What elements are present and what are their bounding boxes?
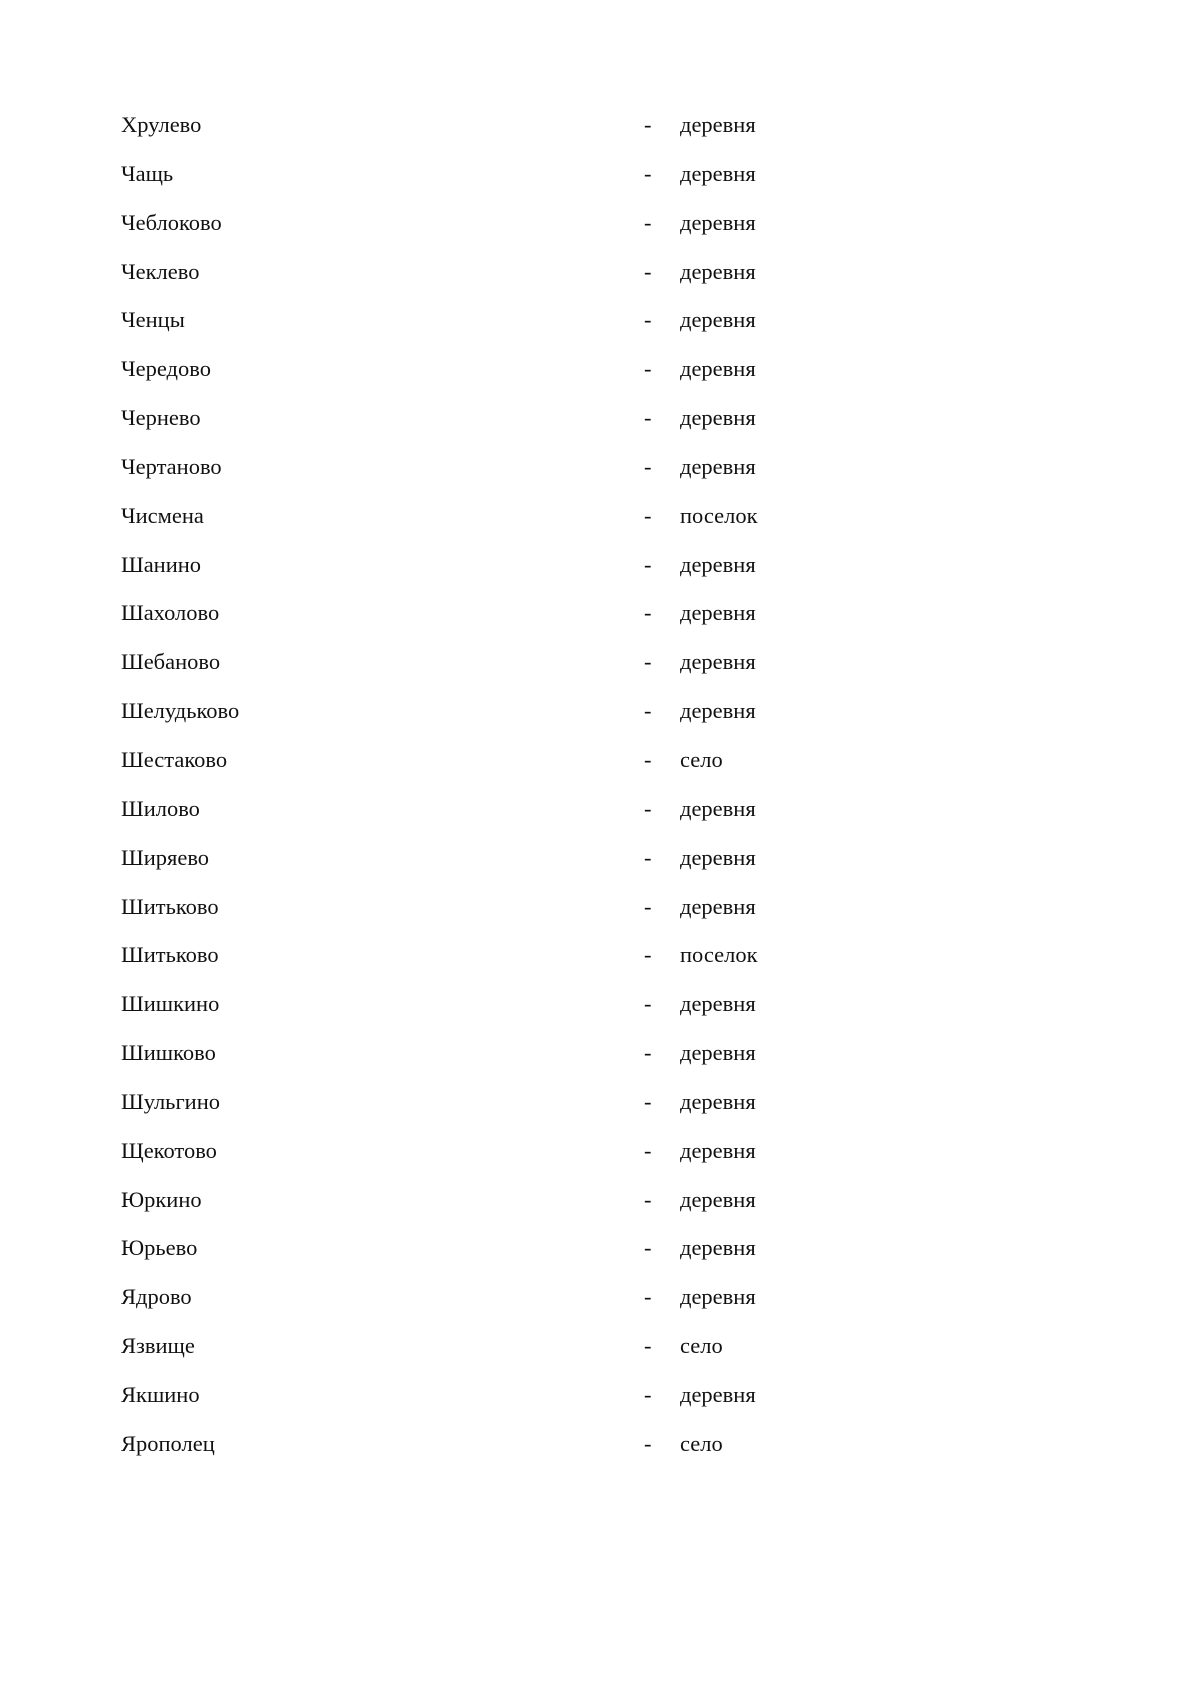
list-item (121, 647, 1021, 696)
list-item (121, 989, 1021, 1038)
settlement-type: деревня (680, 991, 756, 1017)
list-item (121, 696, 1021, 745)
separator-dash: - (644, 307, 652, 333)
list-item (121, 940, 1021, 989)
list-item (121, 208, 1021, 257)
settlement-type: деревня (680, 1235, 756, 1261)
settlement-name: Щекотово (121, 1137, 217, 1163)
settlement-type: деревня (680, 600, 756, 626)
settlement-name: Шишково (121, 1040, 216, 1066)
settlement-name: Юркино (121, 1186, 202, 1212)
settlement-type: поселок (680, 942, 758, 968)
settlement-name: Ширяево (121, 844, 210, 870)
separator-dash: - (644, 112, 652, 137)
settlement-name: Шилово (121, 795, 200, 821)
list-item (121, 1282, 1021, 1331)
separator-dash: - (644, 991, 652, 1017)
settlement-type: деревня (680, 893, 756, 919)
settlement-name: Юрьево (121, 1235, 198, 1261)
settlement-name: Чернево (121, 405, 201, 431)
list-item (121, 501, 1021, 550)
list-item (121, 745, 1021, 794)
settlement-name: Шебаново (121, 649, 221, 675)
settlement-name: Шитьково (121, 942, 219, 968)
settlement-name: Чисмена (121, 502, 204, 528)
settlement-type: деревня (680, 795, 756, 821)
list-item (121, 305, 1021, 354)
settlement-list (121, 110, 1021, 1478)
settlement-type: деревня (680, 307, 756, 333)
settlement-type: село (680, 1430, 723, 1456)
list-item (121, 159, 1021, 208)
list-item (121, 354, 1021, 403)
list-item (121, 1038, 1021, 1087)
settlement-type: деревня (680, 356, 756, 382)
list-item (121, 403, 1021, 452)
list-item (121, 1331, 1021, 1380)
separator-dash: - (644, 1430, 652, 1456)
separator-dash: - (644, 600, 652, 626)
separator-dash: - (644, 551, 652, 577)
settlement-type: деревня (680, 112, 756, 137)
settlement-name: Хрулево (121, 112, 202, 137)
separator-dash: - (644, 746, 652, 772)
settlement-name: Шитьково (121, 893, 219, 919)
settlement-type: деревня (680, 844, 756, 870)
separator-dash: - (644, 942, 652, 968)
list-item (121, 1087, 1021, 1136)
settlement-type: деревня (680, 258, 756, 284)
separator-dash: - (644, 405, 652, 431)
list-item (121, 257, 1021, 306)
settlement-type: деревня (680, 1040, 756, 1066)
separator-dash: - (644, 258, 652, 284)
settlement-name: Шульгино (121, 1088, 221, 1114)
list-item (121, 1185, 1021, 1234)
settlement-type: село (680, 746, 723, 772)
settlement-name: Чеблоково (121, 209, 222, 235)
separator-dash: - (644, 795, 652, 821)
settlement-type: деревня (680, 1186, 756, 1212)
separator-dash: - (644, 1088, 652, 1114)
list-item (121, 794, 1021, 843)
settlement-name: Чертаново (121, 453, 222, 479)
settlement-name: Якшино (121, 1381, 200, 1407)
settlement-name: Шишкино (121, 991, 220, 1017)
list-item (121, 1233, 1021, 1282)
settlement-type: деревня (680, 551, 756, 577)
settlement-type: село (680, 1333, 723, 1359)
settlement-name: Чащь (121, 160, 174, 186)
settlement-type: деревня (680, 1381, 756, 1407)
settlement-type: деревня (680, 698, 756, 724)
separator-dash: - (644, 453, 652, 479)
list-item (121, 1429, 1021, 1478)
settlement-type: деревня (680, 453, 756, 479)
separator-dash: - (644, 844, 652, 870)
settlement-type: деревня (680, 1284, 756, 1310)
separator-dash: - (644, 698, 652, 724)
list-item (121, 843, 1021, 892)
separator-dash: - (644, 1284, 652, 1310)
list-item (121, 452, 1021, 501)
settlement-name: Шахолово (121, 600, 220, 626)
separator-dash: - (644, 160, 652, 186)
separator-dash: - (644, 1235, 652, 1261)
settlement-type: деревня (680, 1137, 756, 1163)
settlement-name: Язвище (121, 1333, 195, 1359)
separator-dash: - (644, 1333, 652, 1359)
separator-dash: - (644, 649, 652, 675)
settlement-name: Шанино (121, 551, 202, 577)
list-item (121, 550, 1021, 599)
separator-dash: - (644, 893, 652, 919)
list-item (121, 1136, 1021, 1185)
separator-dash: - (644, 502, 652, 528)
settlement-name: Шелудьково (121, 698, 240, 724)
settlement-name: Чередово (121, 356, 211, 382)
separator-dash: - (644, 1137, 652, 1163)
list-item (121, 110, 1021, 159)
separator-dash: - (644, 209, 652, 235)
settlement-type: деревня (680, 1088, 756, 1114)
settlement-type: поселок (680, 502, 758, 528)
settlement-name: Ярополец (121, 1430, 215, 1456)
settlement-name: Ченцы (121, 307, 185, 333)
separator-dash: - (644, 1381, 652, 1407)
list-item (121, 892, 1021, 941)
settlement-name: Шестаково (121, 746, 228, 772)
settlement-name: Ядрово (121, 1284, 192, 1310)
settlement-type: деревня (680, 209, 756, 235)
settlement-name: Чеклево (121, 258, 200, 284)
settlement-type: деревня (680, 405, 756, 431)
separator-dash: - (644, 1040, 652, 1066)
separator-dash: - (644, 356, 652, 382)
settlement-type: деревня (680, 649, 756, 675)
separator-dash: - (644, 1186, 652, 1212)
list-item (121, 1380, 1021, 1429)
list-item (121, 598, 1021, 647)
settlement-type: деревня (680, 160, 756, 186)
